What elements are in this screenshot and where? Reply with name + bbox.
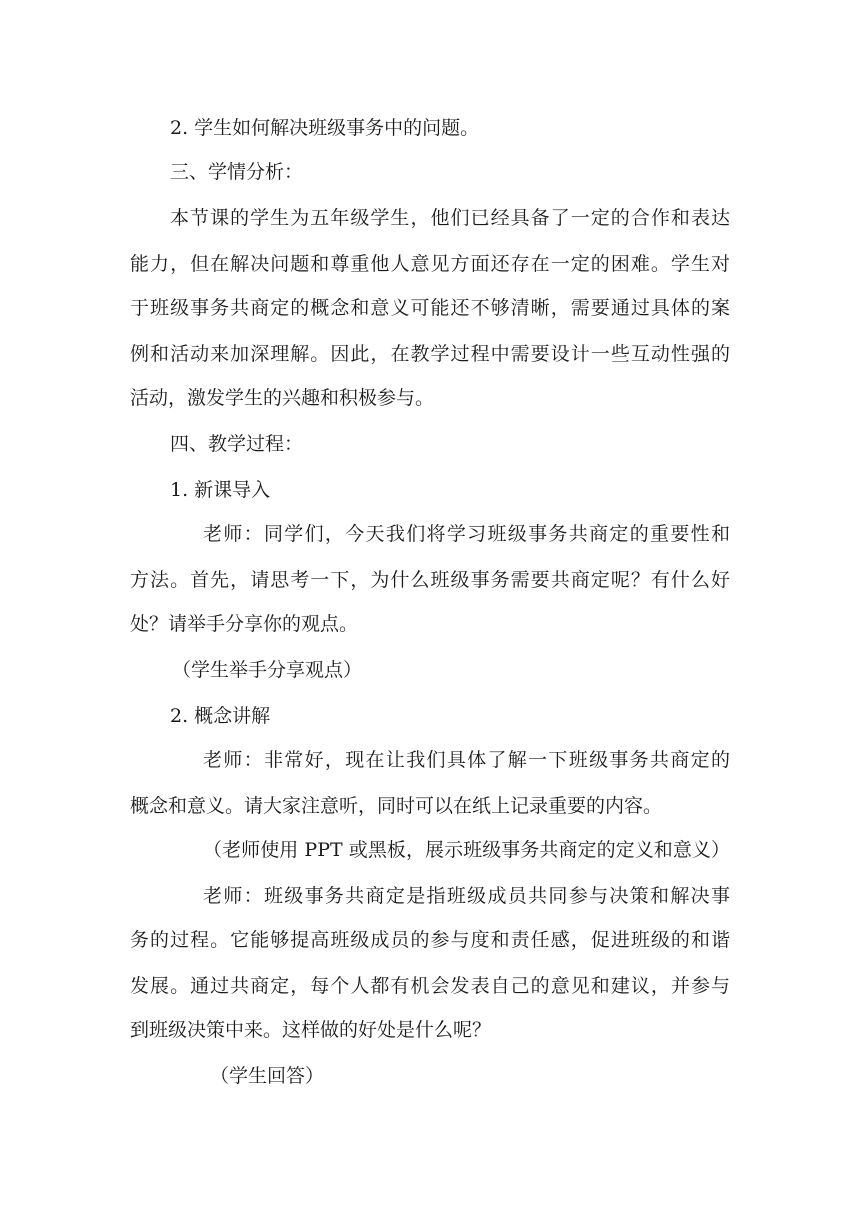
paragraph-line: 方法。首先，请思考一下，为什么班级事务需要共商定呢？有什么好	[130, 569, 730, 591]
paragraph-line: 老师：非常好，现在让我们具体了解一下班级事务共商定的	[203, 749, 730, 771]
paragraph-line: 到班级决策中来。这样做的好处是什么呢？	[130, 1019, 492, 1041]
paragraph-line: 能力，但在解决问题和尊重他人意见方面还存在一定的困难。学生对	[130, 253, 730, 275]
stage-direction: （老师使用 PPT 或黑板，展示班级事务共商定的定义和意义）	[203, 839, 730, 861]
paragraph-line: 处？请举手分享你的观点。	[130, 613, 359, 635]
paragraph-line: 老师：班级事务共商定是指班级成员共同参与决策和解决事	[203, 885, 730, 907]
subheading-1: 1. 新课导入	[170, 479, 271, 501]
paragraph-line: 例和活动来加深理解。因此，在教学过程中需要设计一些互动性强的	[130, 343, 730, 365]
subheading-2: 2. 概念讲解	[170, 705, 271, 727]
section-heading-3: 三、学情分析：	[170, 161, 304, 183]
paragraph-line: 务的过程。它能够提高班级成员的参与度和责任感，促进班级的和谐	[130, 929, 730, 951]
stage-direction: （学生举手分享观点）	[172, 659, 363, 681]
paragraph-line: 活动，激发学生的兴趣和积极参与。	[130, 387, 435, 409]
stage-direction: （学生回答）	[210, 1065, 325, 1087]
paragraph-line: 于班级事务共商定的概念和意义可能还不够清晰，需要通过具体的案	[130, 297, 730, 319]
list-item-2: 2. 学生如何解决班级事务中的问题。	[170, 117, 480, 139]
paragraph-line: 老师：同学们，今天我们将学习班级事务共商定的重要性和	[203, 523, 730, 545]
section-heading-4: 四、教学过程：	[170, 433, 304, 455]
paragraph-line: 发展。通过共商定，每个人都有机会发表自己的意见和建议，并参与	[130, 975, 730, 997]
paragraph-line: 本节课的学生为五年级学生，他们已经具备了一定的合作和表达	[170, 207, 730, 229]
paragraph-line: 概念和意义。请大家注意听，同时可以在纸上记录重要的内容。	[130, 795, 663, 817]
